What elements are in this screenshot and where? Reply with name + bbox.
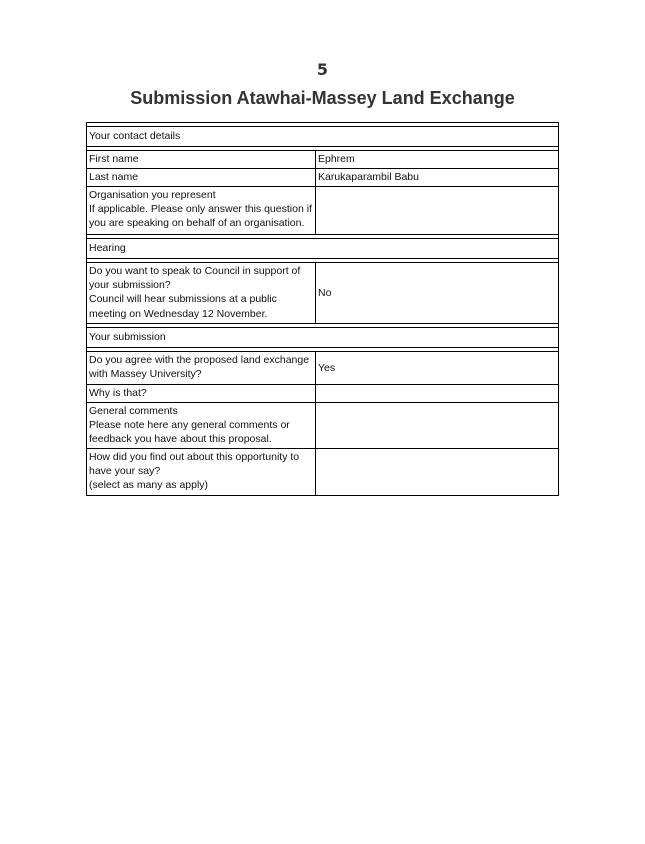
form-row-organisation bbox=[87, 187, 558, 235]
form-row-speak bbox=[87, 263, 558, 324]
why-label: Why is that? bbox=[87, 385, 316, 402]
speak-label-line: Do you want to speak to Council in support of bbox=[89, 265, 301, 277]
form-row-found-out bbox=[87, 449, 558, 495]
first-name-value[interactable]: Ephrem bbox=[318, 153, 355, 166]
last-name-label: Last name bbox=[87, 169, 316, 186]
page-number: 5 bbox=[316, 60, 329, 79]
speak-label bbox=[87, 263, 316, 323]
agree-label-line: Do you agree with the proposed land exchange bbox=[89, 354, 310, 366]
organisation-label-line: If applicable. Please only answer this question if bbox=[89, 203, 312, 216]
agree-label bbox=[87, 352, 316, 384]
general-comments-value[interactable] bbox=[316, 403, 558, 448]
speak-label-line: meeting on Wednesday 12 November. bbox=[89, 307, 268, 320]
speak-value[interactable]: No bbox=[318, 286, 332, 299]
form-row-first-name bbox=[87, 151, 558, 169]
general-comments-label-line: feedback you have about this proposal. bbox=[89, 433, 272, 446]
agree-value[interactable]: Yes bbox=[318, 361, 336, 374]
last-name-value[interactable]: Karukaparambil Babu bbox=[318, 171, 419, 184]
section-heading-contact: Your contact details bbox=[87, 127, 558, 147]
why-value[interactable] bbox=[316, 385, 558, 402]
submission-form bbox=[86, 122, 559, 496]
form-row-agree bbox=[87, 352, 558, 385]
found-out-value[interactable] bbox=[316, 449, 558, 495]
general-comments-label-line: General comments bbox=[89, 405, 178, 417]
found-out-label-line: How did you find out about this opportunity to bbox=[89, 451, 300, 463]
speak-label-line: your submission? bbox=[89, 279, 171, 292]
page-title: Submission Atawhai-Massey Land Exchange bbox=[130, 88, 515, 108]
general-comments-label bbox=[87, 403, 316, 448]
organisation-label bbox=[87, 187, 316, 234]
speak-label-line: Council will hear submissions at a public bbox=[89, 293, 277, 306]
form-row-last-name bbox=[87, 169, 558, 187]
organisation-label-line: you are speaking on behalf of an organisation. bbox=[89, 217, 305, 230]
organisation-label-line: Organisation you represent bbox=[89, 189, 216, 201]
found-out-label-line: (select as many as apply) bbox=[89, 479, 209, 492]
organisation-value[interactable] bbox=[316, 187, 558, 234]
section-heading-hearing: Hearing bbox=[87, 239, 558, 259]
form-row-why bbox=[87, 385, 558, 403]
found-out-label-line: have your say? bbox=[89, 465, 161, 478]
form-row-general-comments bbox=[87, 403, 558, 449]
first-name-label: First name bbox=[87, 151, 316, 168]
general-comments-label-line: Please note here any general comments or bbox=[89, 419, 290, 432]
found-out-label bbox=[87, 449, 316, 495]
agree-label-line: with Massey University? bbox=[89, 368, 202, 381]
section-heading-submission: Your submission bbox=[87, 328, 558, 348]
